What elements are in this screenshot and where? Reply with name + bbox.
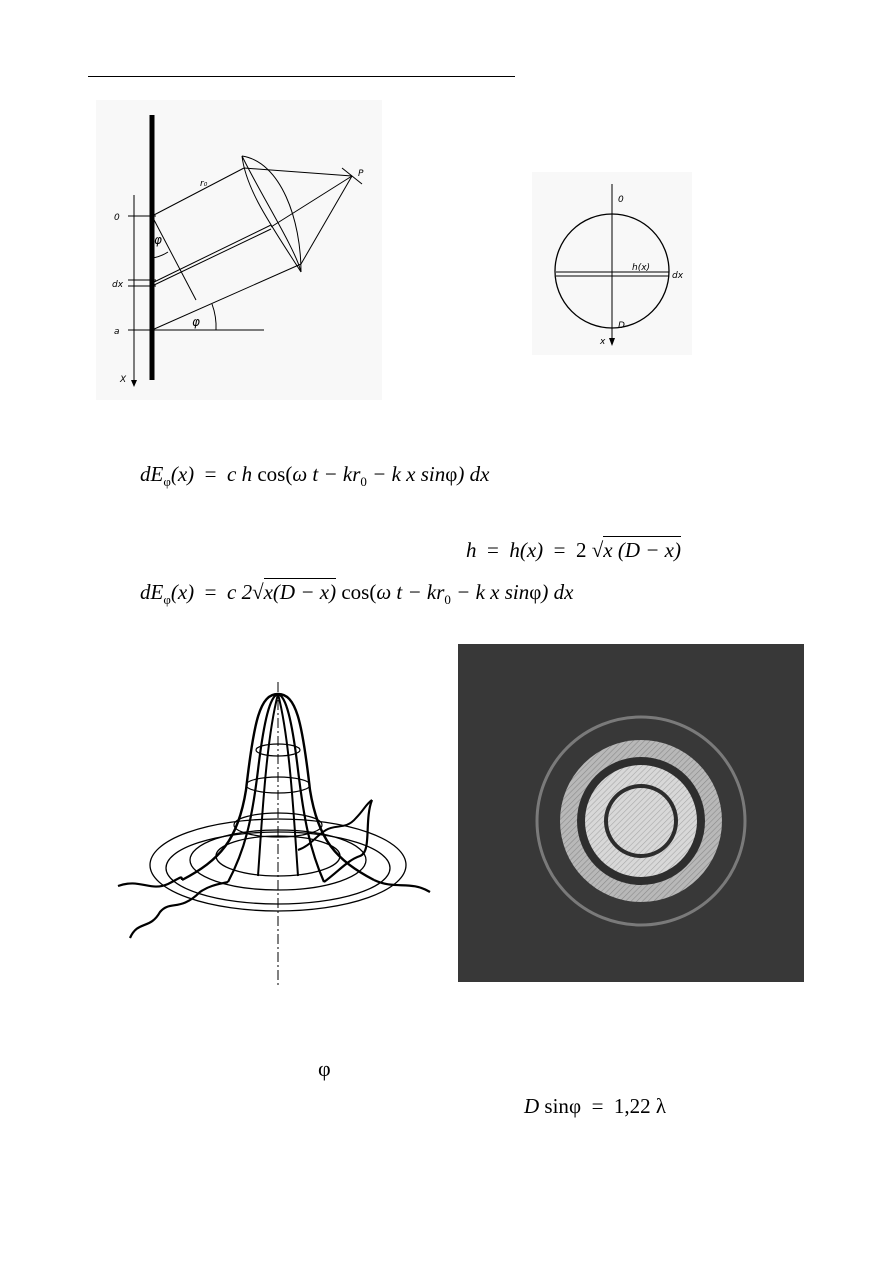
phi-top-label: φ	[154, 233, 162, 247]
circle-dx-label: dx	[672, 271, 684, 281]
a-label: a	[114, 327, 120, 337]
diameter-label: D	[618, 321, 625, 331]
r0-label: r₀	[200, 179, 208, 189]
height-label: h(x)	[632, 263, 651, 273]
equation-1: $dE_\varphi(x) = c$ h cos(ω $t - kr_0 - k$ x sinφ) dx	[140, 462, 490, 490]
top-rule	[88, 76, 515, 77]
equation-4: D sinφ = 1,22 λ	[524, 1094, 667, 1118]
point-p-label: P	[358, 169, 364, 179]
slit-diffraction-figure	[96, 100, 382, 400]
airy-intensity-surface-figure	[110, 680, 440, 990]
equation-3: $dE_\varphi(x) = c$ 2√x(D − x) cos(ω $t - kr_0 - k$ x sinφ) dx	[140, 580, 574, 608]
x-axis-label: X	[120, 375, 127, 385]
phi-symbol: φ	[318, 1056, 331, 1081]
circle-top-label: 0	[618, 195, 624, 205]
airy-pattern-photo	[458, 644, 804, 982]
circular-aperture-figure	[532, 172, 692, 355]
circle-x-axis-label: x	[600, 337, 606, 347]
equation-2: h = h(x) = 2 √x (D − x)	[466, 538, 681, 562]
phi-bottom-label: φ	[192, 315, 200, 329]
dx-label: dx	[112, 280, 124, 290]
origin-label: 0	[114, 213, 120, 223]
